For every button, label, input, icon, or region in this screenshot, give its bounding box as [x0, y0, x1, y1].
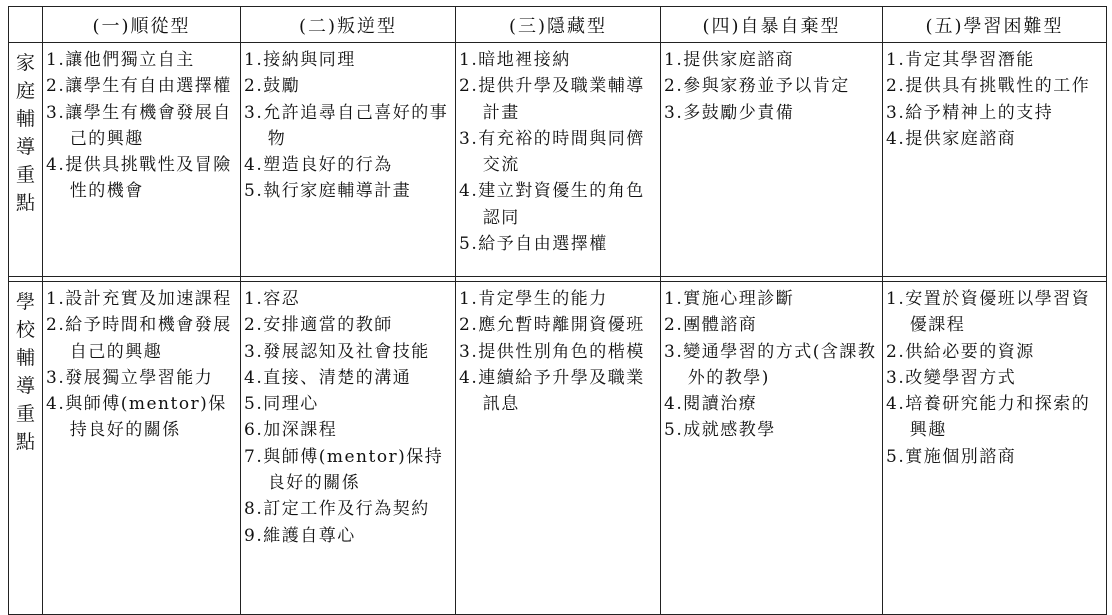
list-item — [459, 47, 658, 73]
list-item-text: 3.提供性別角色的楷模 — [459, 341, 645, 362]
table-cell — [456, 282, 661, 615]
list-item — [46, 312, 238, 365]
list-item-text: 3.多鼓勵少責備 — [664, 102, 795, 123]
list-item-text: 1.設計充實及加速課程 — [46, 289, 232, 309]
list-item — [459, 231, 658, 257]
table-cell — [43, 282, 241, 615]
list-item — [664, 312, 880, 338]
list-item-text: 4.與師傅(mentor)保持良好的關係 — [46, 394, 227, 441]
list-item — [244, 339, 453, 365]
list-item — [244, 100, 453, 153]
list-item — [46, 100, 238, 153]
list-item-text: 1.實施心理診斷 — [664, 289, 795, 309]
list-item — [244, 312, 453, 338]
list-item — [46, 391, 238, 444]
list-item — [244, 417, 453, 443]
list-item — [886, 444, 1104, 470]
list-item — [459, 339, 658, 365]
list-item — [664, 286, 880, 312]
list-item — [459, 365, 658, 418]
table-cell — [456, 43, 661, 277]
row-label-char: 導 — [15, 375, 35, 397]
row-label — [9, 43, 43, 277]
header-cell: (一)順從型 — [43, 7, 241, 43]
list-item-text: 4.直接、清楚的溝通 — [244, 367, 412, 388]
list-item — [459, 73, 658, 126]
list-item-text: 9.維護自尊心 — [244, 525, 356, 546]
list-item-text: 1.肯定其學習潛能 — [886, 50, 1035, 70]
list-item — [244, 73, 453, 99]
list-item-text: 2.供給必要的資源 — [886, 341, 1035, 362]
list-item-text: 5.成就感教學 — [664, 420, 776, 441]
list-item — [459, 126, 658, 179]
list-item-text: 1.暗地裡接納 — [459, 50, 571, 70]
list-item — [886, 126, 1104, 152]
list-item — [244, 178, 453, 204]
row-label — [9, 282, 43, 615]
row-label-char: 導 — [15, 136, 35, 158]
list-item-text: 6.加深課程 — [244, 420, 338, 441]
table-row — [9, 43, 1107, 277]
list-item-text: 7.與師傅(mentor)保持良好的關係 — [244, 446, 444, 494]
row-label-char: 點 — [15, 192, 35, 214]
list-item-text: 2.應允暫時離開資優班 — [459, 315, 645, 336]
list-item-text: 2.給予時間和機會發展自己的興趣 — [46, 315, 232, 362]
header-cell: (四)自暴自棄型 — [661, 7, 883, 43]
list-item — [46, 47, 238, 73]
list-item-text: 2.讓學生有自由選擇權 — [46, 76, 232, 97]
list-item-text: 1.讓他們獨立自主 — [46, 50, 195, 70]
table-cell — [43, 43, 241, 277]
list-item-text: 4.塑造良好的行為 — [244, 155, 393, 176]
header-cell: (三)隱藏型 — [456, 7, 661, 43]
list-item — [46, 73, 238, 99]
row-label-char: 輔 — [15, 108, 35, 130]
list-item-text: 3.變通學習的方式(含課教外的教學) — [664, 341, 877, 388]
list-item — [886, 47, 1104, 73]
list-item-text: 3.發展認知及社會技能 — [244, 341, 430, 362]
list-item-text: 2.參與家務並予以肯定 — [664, 76, 850, 97]
list-item-text: 1.安置於資優班以學習資優課程 — [886, 289, 1091, 336]
list-item-text: 4.建立對資優生的角色認同 — [459, 181, 645, 228]
table-cell — [883, 282, 1107, 615]
list-item — [46, 152, 238, 205]
list-item — [46, 365, 238, 391]
table-cell — [661, 282, 883, 615]
list-item-text: 4.提供家庭諮商 — [886, 128, 1017, 149]
list-item-text: 8.訂定工作及行為契約 — [244, 499, 430, 520]
list-item — [244, 152, 453, 178]
row-label-char: 學 — [15, 291, 35, 313]
row-label-char: 庭 — [15, 80, 35, 102]
list-item-text: 3.給予精神上的支持 — [886, 102, 1054, 123]
list-item — [46, 286, 238, 312]
table-row — [9, 282, 1107, 615]
table-cell — [241, 43, 456, 277]
list-item — [459, 312, 658, 338]
list-item-text: 1.肯定學生的能力 — [459, 289, 608, 309]
list-item — [244, 391, 453, 417]
guidance-table — [8, 6, 1107, 615]
list-item — [886, 391, 1104, 444]
list-item-text: 2.團體諮商 — [664, 315, 758, 336]
list-item — [459, 178, 658, 231]
list-item-text: 5.實施個別諮商 — [886, 446, 1017, 467]
list-item-text: 3.讓學生有機會發展自己的興趣 — [46, 102, 232, 149]
list-item-text: 2.提供具有挑戰性的工作 — [886, 76, 1091, 97]
list-item-text: 3.允許追尋自己喜好的事物 — [244, 102, 449, 149]
list-item — [459, 286, 658, 312]
list-item — [664, 47, 880, 73]
list-item-text: 3.改變學習方式 — [886, 367, 1017, 388]
row-label-char: 校 — [15, 319, 35, 341]
list-item-text: 4.閱讀治療 — [664, 394, 758, 415]
list-item-text: 5.給予自由選擇權 — [459, 234, 608, 255]
list-item — [244, 523, 453, 549]
row-label-char: 輔 — [15, 347, 35, 369]
list-item — [244, 496, 453, 522]
corner-cell — [9, 7, 43, 43]
table-cell — [883, 43, 1107, 277]
row-label-char: 點 — [15, 431, 35, 453]
list-item-text: 2.提供升學及職業輔導計畫 — [459, 76, 645, 123]
list-item-text: 5.同理心 — [244, 394, 319, 415]
list-item — [886, 286, 1104, 339]
list-item — [886, 73, 1104, 99]
row-label-char: 家 — [15, 52, 35, 74]
list-item — [886, 365, 1104, 391]
list-item — [664, 100, 880, 126]
list-item-text: 1.接納與同理 — [244, 50, 356, 70]
list-item — [244, 286, 453, 312]
list-item — [244, 365, 453, 391]
list-item-text: 5.執行家庭輔導計畫 — [244, 181, 412, 202]
table-cell — [661, 43, 883, 277]
header-cell: (五)學習困難型 — [883, 7, 1107, 43]
list-item — [244, 47, 453, 73]
list-item-text: 4.培養研究能力和探索的興趣 — [886, 394, 1091, 441]
list-item-text: 3.有充裕的時間與同儕交流 — [459, 128, 645, 176]
list-item-text: 2.鼓勵 — [244, 76, 301, 97]
list-item — [244, 444, 453, 497]
table-cell — [241, 282, 456, 615]
header-row — [9, 7, 1107, 43]
row-label-char: 重 — [15, 164, 35, 186]
list-item-text: 4.連續給予升學及職業訊息 — [459, 367, 645, 415]
list-item — [664, 73, 880, 99]
header-cell: (二)叛逆型 — [241, 7, 456, 43]
list-item-text: 2.安排適當的教師 — [244, 315, 393, 336]
list-item-text: 1.提供家庭諮商 — [664, 50, 795, 70]
row-label-char: 重 — [15, 403, 35, 425]
list-item — [664, 339, 880, 392]
list-item — [886, 339, 1104, 365]
list-item-text: 4.提供具挑戰性及冒險性的機會 — [46, 155, 232, 202]
list-item-text: 1.容忍 — [244, 289, 301, 309]
list-item — [886, 100, 1104, 126]
list-item — [664, 391, 880, 417]
list-item-text: 3.發展獨立學習能力 — [46, 367, 214, 388]
list-item — [664, 417, 880, 443]
